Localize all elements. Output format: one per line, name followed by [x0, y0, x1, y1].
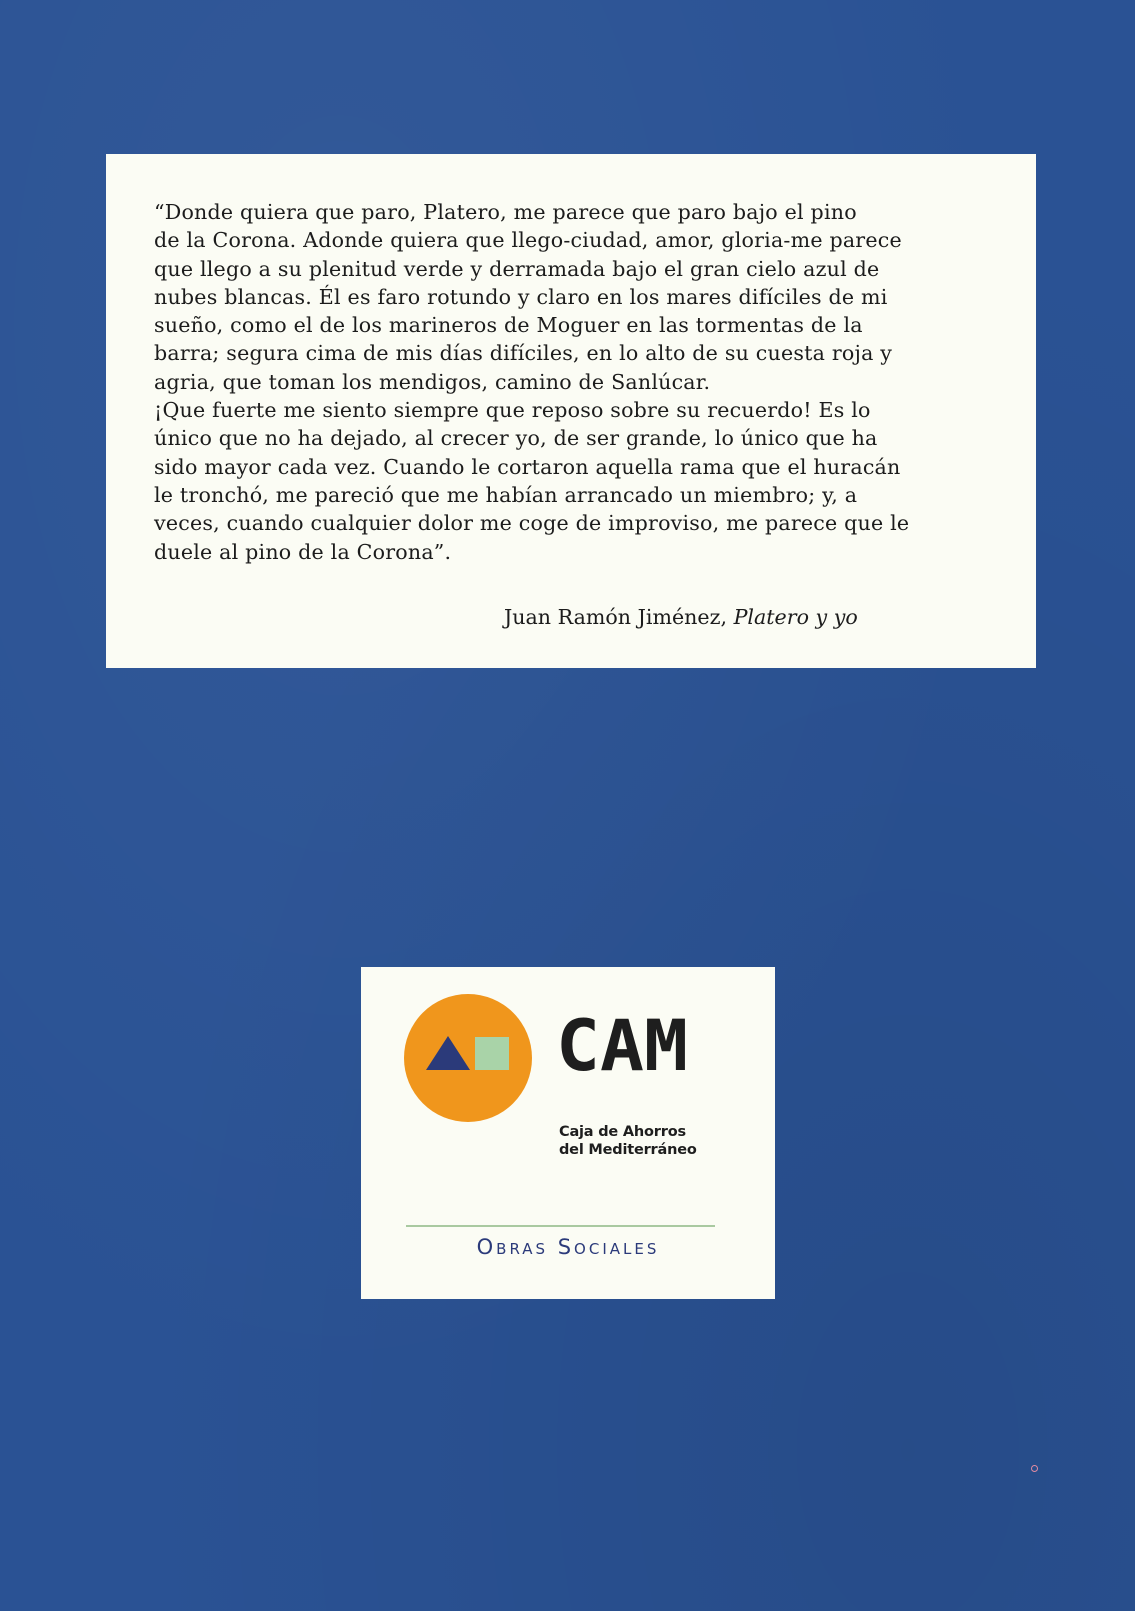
quote-text	[154, 198, 996, 566]
quote-line: le tronchó, me pareció que me habían arrancado un miembro; y, a	[154, 482, 858, 507]
author-name: Juan Ramón Jiménez,	[504, 605, 728, 629]
cam-logo-card	[361, 967, 775, 1299]
obras-sociales-label: Obras Sociales	[476, 1235, 660, 1259]
quote-line: sueño, como el de los marineros de Moguer en las tormentas de la	[154, 313, 863, 338]
cam-wordmark	[556, 1012, 691, 1072]
quote-line: barra; segura cima de mis días difíciles, en lo alto de su cuesta roja y	[154, 341, 893, 366]
cam-full-name	[559, 1123, 697, 1159]
quote-line: veces, cuando cualquier dolor me coge de improviso, me parece que le	[154, 511, 910, 536]
quote-line: agria, que toman los mendigos, camino de Sanlúcar.	[154, 369, 711, 394]
quote-line: ¡Que fuerte me siento siempre que reposo sobre su recuerdo! Es lo	[154, 398, 871, 423]
print-speck	[1031, 1465, 1038, 1472]
quote-line: sido mayor cada vez. Cuando le cortaron aquella rama que el huracán	[154, 454, 901, 479]
work-title: Platero y yo	[733, 605, 858, 629]
quote-line: que llego a su plenitud verde y derramada bajo el gran cielo azul de	[154, 256, 880, 281]
logo-square	[475, 1037, 509, 1070]
cam-name-line1: Caja de Ahorros	[559, 1124, 686, 1140]
quote-line: de la Corona. Adonde quiera que llego-ciudad, amor, gloria-me parece	[154, 228, 902, 253]
quote-line: “Donde quiera que paro, Platero, me parece que paro bajo el pino	[154, 200, 857, 224]
cam-name-line2: del Mediterráneo	[559, 1142, 697, 1158]
logo-divider	[406, 1225, 715, 1227]
quote-line: único que no ha dejado, al crecer yo, de ser grande, lo único que ha	[154, 426, 878, 451]
quote-line: nubes blancas. Él es faro rotundo y claro en los mares difíciles de mi	[154, 284, 888, 309]
quote-panel	[106, 154, 1036, 668]
cam-wordmark-text: CAM	[556, 1012, 688, 1072]
logo-circle	[404, 994, 532, 1122]
quote-attribution	[504, 605, 858, 629]
quote-line: duele al pino de la Corona”.	[154, 539, 452, 564]
cam-logo-icon	[404, 994, 532, 1122]
